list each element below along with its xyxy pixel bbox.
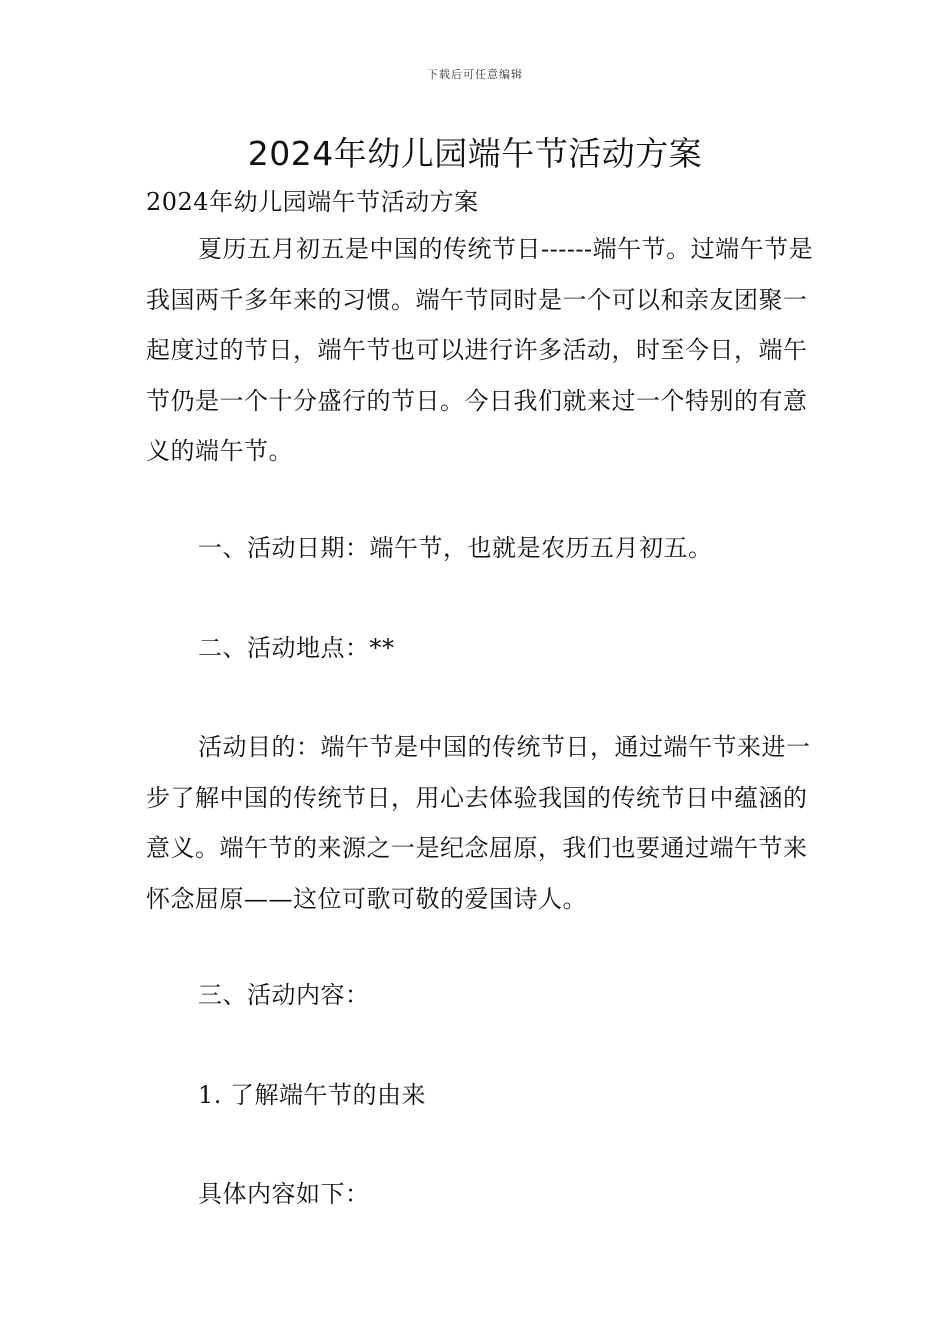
section-activity-date: 一、活动日期：端午节，也就是农历五月初五。 bbox=[198, 534, 713, 562]
document-subtitle: 2024年幼儿园端午节活动方案 bbox=[146, 188, 479, 216]
activity-goal-paragraph: 活动目的：端午节是中国的传统节日，通过端午节来进一步了解中国的传统节日，用心去体验我国的传统节日中蕴涵的意义。端午节的来源之一是纪念屈原，我们也要通过端午节来怀念屈原——这位可歌可敬的爱国诗人。 bbox=[146, 733, 811, 913]
header-note: 下载后可任意编辑 bbox=[427, 68, 523, 81]
section-activity-content: 三、活动内容： bbox=[198, 981, 370, 1009]
section-activity-place: 二、活动地点：** bbox=[198, 634, 395, 662]
content-item-1: 1. 了解端午节的由来 bbox=[198, 1081, 427, 1109]
document-title: 2024年幼儿园端午节活动方案 bbox=[247, 134, 703, 173]
intro-paragraph: 夏历五月初五是中国的传统节日------端午节。过端午节是我国两千多年来的习惯。端午节同时是一个可以和亲友团聚一起度过的节日，端午节也可以进行许多活动，时至今日，端午节仍是一个十分盛行的节日。今日我们就来过一个特别的有意义的端午节。 bbox=[146, 235, 814, 465]
content-detail-label: 具体内容如下： bbox=[198, 1180, 370, 1208]
